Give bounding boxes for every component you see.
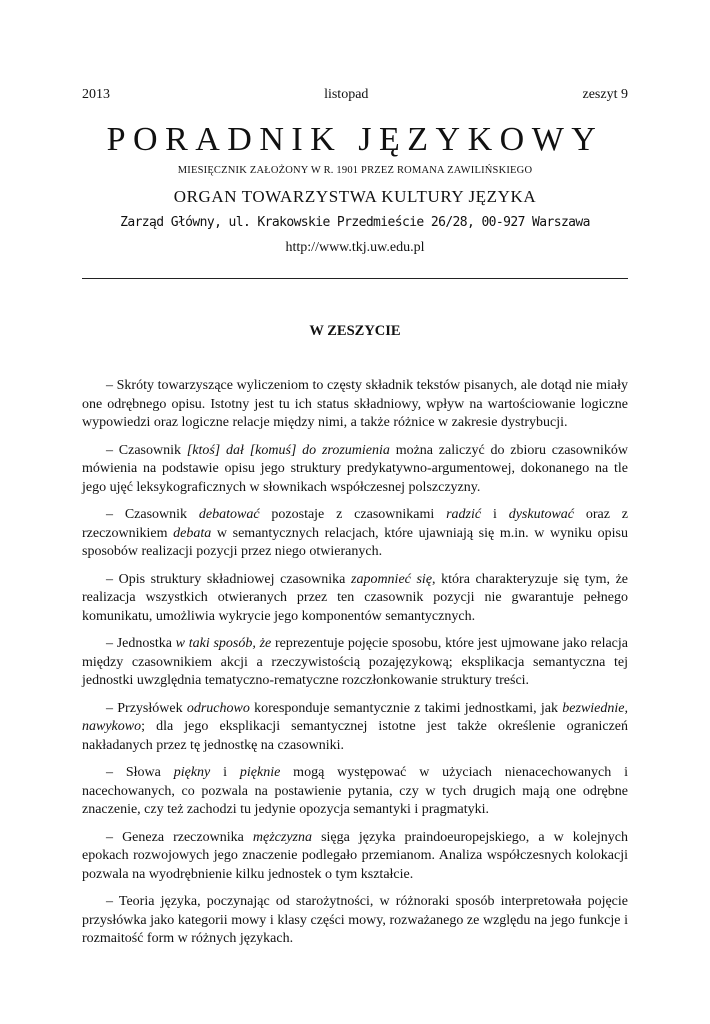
italic-term: mężczyzna [252,829,312,845]
abstract-text: , która charakteryzuje się tym, że realizacja wszystkich otwieranych przez ten czasownik pozycji nie gwarantuje pełnego komunikatu, umożliwia wykrycie jego komponentów semantycznych. [82,571,628,624]
italic-term: debatować [198,507,260,522]
abstract-text: oraz z rzeczownikiem [82,507,629,541]
founded-line: MIESIĘCZNIK ZAŁOŻONY W R. 1901 PRZEZ ROMANA ZAWILIŃSKIEGO [177,165,533,176]
abstract-paragraph [82,506,628,562]
abstract-paragraph [82,829,628,885]
abstract-text: pozostaje z czasownikami [259,507,447,522]
abstract-paragraph [82,571,628,627]
abstract-paragraph [82,635,628,691]
abstract-text: – Opis struktury składniowej czasownika [106,571,351,587]
abstract-text: w semantycznych relacjach, które ujawniają się m.in. w wyniku opisu sposobów realizacji pozycji przez niego otwieranych. [82,525,628,559]
abstract-text: koresponduje semantycznie z takimi jednostkami, jak [249,700,563,716]
abstract-text: – Geneza rzeczownika [106,829,253,845]
abstract-text: i [210,765,240,780]
abstract-text: ; dla jego eksplikacji semantycznej istotne jest także określenie ograniczeń nakładanych przez tę jednostkę na czasowniki. [82,719,628,753]
abstract-text: – Skróty towarzyszące wyliczeniom to częsty składnik tekstów pisanych, ale dotąd nie miały one odrębnego opisu. Istotny jest tu ich status składniowy, wpływ na wartościowanie logiczne wypowiedzi oraz logiczne relacje między nimi, a także różnice w zakresie dystrybucji. [82,378,628,430]
italic-term: piękny [173,765,211,780]
italic-term: bezwiednie, nawykowo [82,700,628,734]
italic-term: radzić [446,507,482,522]
abstract-text: – Jednostka [106,636,176,651]
abstract-list [82,377,628,949]
italic-term: odruchowo [186,700,250,716]
abstract-text: sięga języka praindoeuropejskiego, a w kolejnych epokach rozwojowych jego znaczenie podlegało przemianom. Analiza współczesnych kolokacji pozwala na wyodrębnienie kilku jednostek o tym kształcie. [82,829,628,882]
abstract-text: – Teoria języka, poczynając od starożytności, w różnoraki sposób interpretowała pojęcie przysłówka jako kategorii mowy i klasy części mowy, rozważanego ze względu na jego funkcje i rozmaitość form w różnych językach. [82,894,628,946]
abstract-text: – Słowa [106,765,174,780]
organ-line: ORGAN TOWARZYSTWA KULTURY JĘZYKA [173,187,537,206]
issue-header [82,86,628,104]
section-title: W ZESZYCIE [309,323,401,339]
publisher-address: Zarząd Główny, ul. Krakowskie Przedmieście 26/28, 00-927 Warszawa [120,215,590,230]
issue-year: 2013 [82,87,110,102]
abstract-paragraph [82,700,628,756]
website-url: http://www.tkj.uw.edu.pl [285,240,425,255]
italic-term: w taki sposób, że [175,636,272,651]
abstract-text: – Przysłówek [106,700,187,716]
header-divider [82,278,628,279]
abstract-text: i [481,507,509,522]
journal-title: PORADNIK JĘZYKOWY [106,121,604,158]
abstract-paragraph [82,764,628,820]
italic-term: debata [173,525,212,541]
abstract-text: mogą występować w użyciach nienacechowanych i nacechowanych, co pozwala na postawienie pytania, czy w tych drugich mają one odrębne znaczenie, czy też zachodzi tu jedynie opozycja semantyki i pragmatyki. [82,765,629,817]
abstract-text: – Czasownik [106,507,199,522]
abstract-text: – Czasownik [106,442,187,458]
italic-term: dyskutować [508,507,575,522]
abstract-paragraph [82,893,628,949]
issue-number: zeszyt 9 [582,87,628,102]
abstract-paragraph [82,442,628,498]
abstract-text: reprezentuje pojęcie sposobu, które jest ujmowane jako relacja między czasownikiem akcji a rzeczywistością pozajęzykową; eksplikacja semantyczna tej jednostki uwzględnia tematyczno-rematyczne rozczłonkowanie struktury treści. [82,636,628,688]
abstract-paragraph [82,377,628,433]
journal-page [82,86,628,958]
italic-term: pięknie [239,765,281,780]
abstract-text: można zaliczyć do zbioru czasowników mówienia na podstawie opisu jego struktury predykatywno-argumentowej, dokonanego na tle jego ujęć leksykograficznych w słownikach współczesnej polszczyzny. [82,442,628,495]
issue-month: listopad [324,87,369,102]
italic-term: [ktoś] dał [komuś] do zrozumienia [186,442,390,458]
italic-term: zapomnieć się [351,571,433,587]
